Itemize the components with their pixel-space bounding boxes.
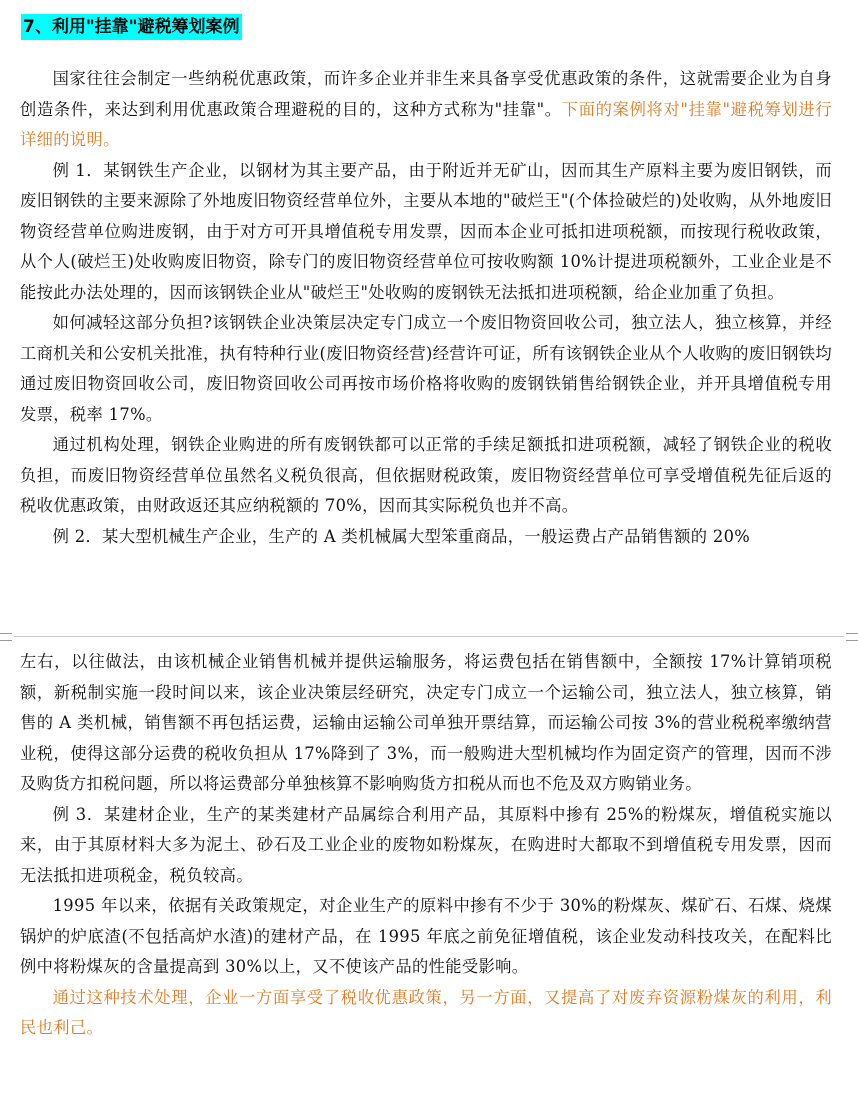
intro-orange-text: 下面的案例将对"挂靠"避税筹划进行详细的说明。 <box>20 99 833 149</box>
example2-paragraph-continued: 左右，以往做法，由该机械企业销售机械并提供运输服务，将运费包括在销售额中，全额按 17%计算销项税额，新税制实施一段时间以来，该企业决策层经研究，决定专门成立一个运输公司，独立法人，独立核算，销售的 A 类机械，销售额不再包括运费，运输由运输公司单独开票结算，而运输公司按 3%的营业税税率缴纳营业税，使得这部分运费的税收负担从 17%降到了 3%，而一般购进大型机械均作为固定资产的管理，因而不涉及购货方扣税问题，所以将运费部分单独核算不影响购货方扣税从而也不危及双方购销业务。 <box>20 652 832 793</box>
example3-paragraph-2: 1995 年以来，依据有关政策规定，对企业生产的原料中掺有不少于 30%的粉煤灰、煤矿石、石煤、烧煤锅炉的炉底渣(不包括高炉水渣)的建材产品，在 1995 年底之前免征增值税，该企业发动科技攻关，在配料比例中将粉煤灰的含量提高到 30%以上，又不使该产品的性能受影响。 <box>20 896 832 976</box>
example3-paragraph-1: 例 3．某建材企业，生产的某类建材产品属综合利用产品，其原料中掺有 25%的粉煤灰，增值税实施以来，由于其原材料大多为泥土、砂石及工业企业的废物如粉煤灰，在购进时大都取不到增值税专用发票，因而无法抵扣进项税金，税负较高。 <box>20 804 832 885</box>
page-break-right-marker <box>846 633 858 641</box>
example2-paragraph-start: 例 2．某大型机械生产企业，生产的 A 类机械属大型笨重商品，一般运费占产品销售额的 20% <box>52 526 751 546</box>
page-break-separator <box>0 633 858 641</box>
example3-paragraph-3: 通过这种技术处理，企业一方面享受了税收优惠政策，另一方面，又提高了对废弃资源粉煤灰的利用，利民也利己。 <box>20 987 832 1037</box>
example1-paragraph-2: 如何减轻这部分负担?该钢铁企业决策层决定专门成立一个废旧物资回收公司，独立法人，独立核算，并经工商机关和公安机关批准，执有特种行业(废旧物资经营)经营许可证，所有该钢铁企业从个人收购的废旧钢铁均通过废旧物资回收公司，废旧物资回收公司再按市场价格将收购的废钢铁销售给钢铁企业，并开具增值税专用发票，税率 17%。 <box>20 313 832 424</box>
text-block-lower <box>20 647 832 1044</box>
example1-paragraph-1: 例 1．某钢铁生产企业，以钢材为其主要产品，由于附近并无矿山，因而其生产原料主要为废旧钢铁，而废旧钢铁的主要来源除了外地废旧物资经营单位外，主要从本地的"破烂王"(个体捡破烂的)处收购，从外地废旧物资经营单位购进废钢，由于对方可开具增值税专用发票，因而本企业可抵扣进项税额，而按现行税收政策，从个人(破烂王)处收购废旧物资，除专门的废旧物资经营单位可按收购额 10%计提进项税额外，工业企业是不能按此办法处理的，因而该钢铁企业从"破烂王"处收购的废钢铁无法抵扣进项税额，给企业加重了负担。 <box>20 160 832 302</box>
intro-paragraph <box>20 64 832 156</box>
page-break-rule <box>14 636 844 637</box>
page-break-left-marker <box>0 633 12 641</box>
text-block-upper <box>20 64 832 552</box>
intro-text: 国家往往会制定一些纳税优惠政策，而许多企业并非生来具备享受优惠政策的条件，这就需要企业为自身创造条件，来达到利用优惠政策合理避税的目的，这种方式称为"挂靠"。 <box>20 69 832 119</box>
example1-paragraph-3: 通过机构处理，钢铁企业购进的所有废钢铁都可以正常的手续足额抵扣进项税额，减轻了钢铁企业的税收负担，而废旧物资经营单位虽然名义税负很高，但依据财税政策，废旧物资经营单位可享受增值税先征后返的税收优惠政策，由财政返还其应纳税额的 70%，因而其实际税负也并不高。 <box>20 435 832 515</box>
section-heading: 7、利用"挂靠"避税筹划案例 <box>21 14 242 40</box>
